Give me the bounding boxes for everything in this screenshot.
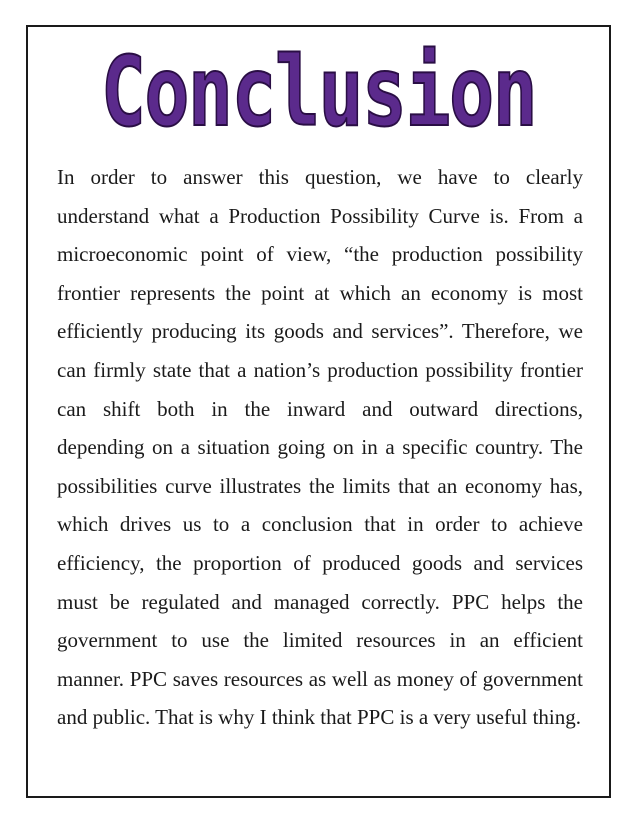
page-frame <box>26 25 611 798</box>
conclusion-paragraph: In order to answer this question, we have to clearly understand what a Production Possibility Curve is. From a microeconomic point of view, “the production possibility frontier represents the point at which an economy is most efficiently producing its goods and services”. Therefore, we can firmly state that a nation’s production possibility frontier can shift both in the inward and outward directions, depending on a situation going on in a specific country. The possibilities curve illustrates the limits that an economy has, which drives us to a conclusion that in order to achieve efficiency, the proportion of produced goods and services must be regulated and managed correctly. PPC helps the government to use the limited resources in an efficient manner. PPC saves resources as well as money of government and public. That is why I think that PPC is a very useful thing. <box>57 165 583 730</box>
page-title: Conclusion <box>100 36 537 148</box>
